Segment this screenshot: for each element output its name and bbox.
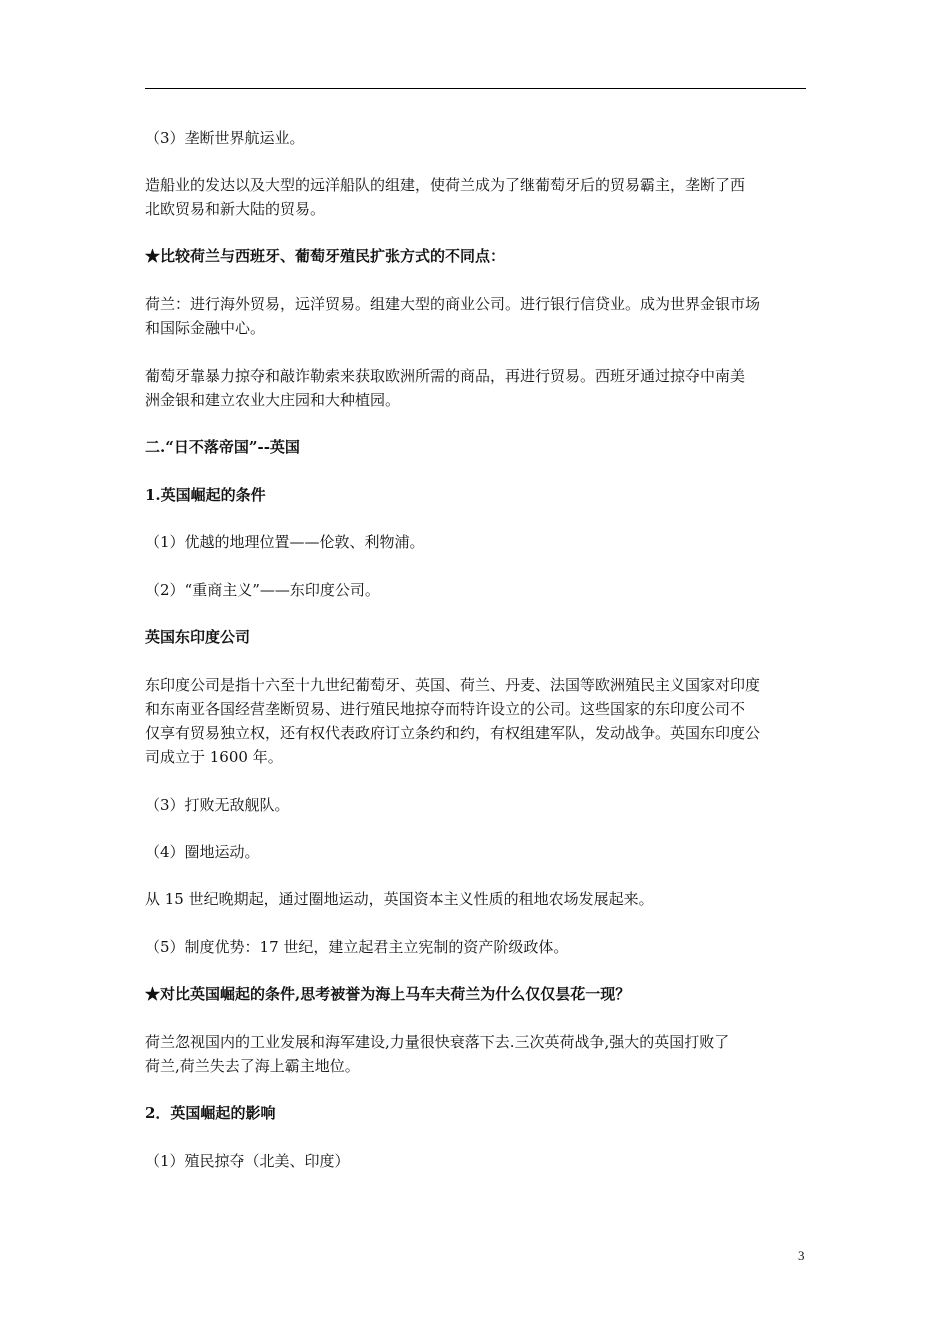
- paragraph-portugal-spain-line-1: 葡萄牙靠暴力掠夺和敲诈勒索来获取欧洲所需的商品，再进行贸易。西班牙通过掠夺中南美: [145, 367, 746, 385]
- section-two-heading: 二.“日不落帝国”--英国: [145, 438, 300, 456]
- condition-5: （5）制度优势：17 世纪，建立起君主立宪制的资产阶级政体。: [145, 938, 569, 956]
- paragraph-netherlands-line-2: 和国际金融中心。: [145, 319, 266, 337]
- item-monopoly-shipping: （3）垄断世界航运业。: [145, 129, 305, 147]
- condition-4: （4）圈地运动。: [145, 843, 260, 861]
- paragraph-shipbuilding-line-1: 造船业的发达以及大型的远洋船队的组建，使荷兰成为了继葡萄牙后的贸易霸主，垄断了西: [145, 176, 746, 194]
- paragraph-shipbuilding-line-2: 北欧贸易和新大陆的贸易。: [145, 200, 326, 218]
- subsection-2-heading: 2．英国崛起的影响: [145, 1104, 276, 1122]
- paragraph-eic-line-3: 仅享有贸易独立权，还有权代表政府订立条约和约，有权组建军队，发动战争。英国东印度公: [145, 724, 761, 742]
- paragraph-decline-line-2: 荷兰,荷兰失去了海上霸主地位。: [145, 1057, 360, 1075]
- page-number: 3: [798, 1248, 805, 1263]
- paragraph-portugal-spain-line-2: 洲金银和建立农业大庄园和大种植园。: [145, 391, 401, 409]
- paragraph-eic-line-4: 司成立于 1600 年。: [145, 748, 283, 766]
- condition-3: （3）打败无敌舰队。: [145, 796, 290, 814]
- compare-heading: ★比较荷兰与西班牙、葡萄牙殖民扩张方式的不同点：: [145, 247, 506, 265]
- paragraph-eic-line-2: 和东南亚各国经营垄断贸易、进行殖民地掠夺而特许设立的公司。这些国家的东印度公司不: [145, 700, 746, 718]
- east-india-company-heading: 英国东印度公司: [145, 628, 251, 646]
- paragraph-decline-line-1: 荷兰忽视国内的工业发展和海军建设,力量很快衰落下去.三次英荷战争,强大的英国打败了: [145, 1033, 730, 1051]
- condition-2: （2）“重商主义”——东印度公司。: [145, 581, 380, 599]
- condition-1: （1）优越的地理位置——伦敦、利物浦。: [145, 533, 425, 551]
- paragraph-netherlands-line-1: 荷兰：进行海外贸易，远洋贸易。组建大型的商业公司。进行银行信贷业。成为世界金银市场: [145, 295, 761, 313]
- paragraph-enclosure: 从 15 世纪晚期起，通过圈地运动，英国资本主义性质的租地农场发展起来。: [145, 890, 654, 908]
- impact-1: （1）殖民掠夺（北美、印度）: [145, 1152, 350, 1170]
- header-rule: [145, 88, 806, 89]
- paragraph-eic-line-1: 东印度公司是指十六至十九世纪葡萄牙、英国、荷兰、丹麦、法国等欧洲殖民主义国家对印度: [145, 676, 761, 694]
- subsection-1-heading: 1.英国崛起的条件: [145, 486, 266, 504]
- contrast-heading: ★对比英国崛起的条件,思考被誉为海上马车夫荷兰为什么仅仅昙花一现？: [145, 985, 631, 1003]
